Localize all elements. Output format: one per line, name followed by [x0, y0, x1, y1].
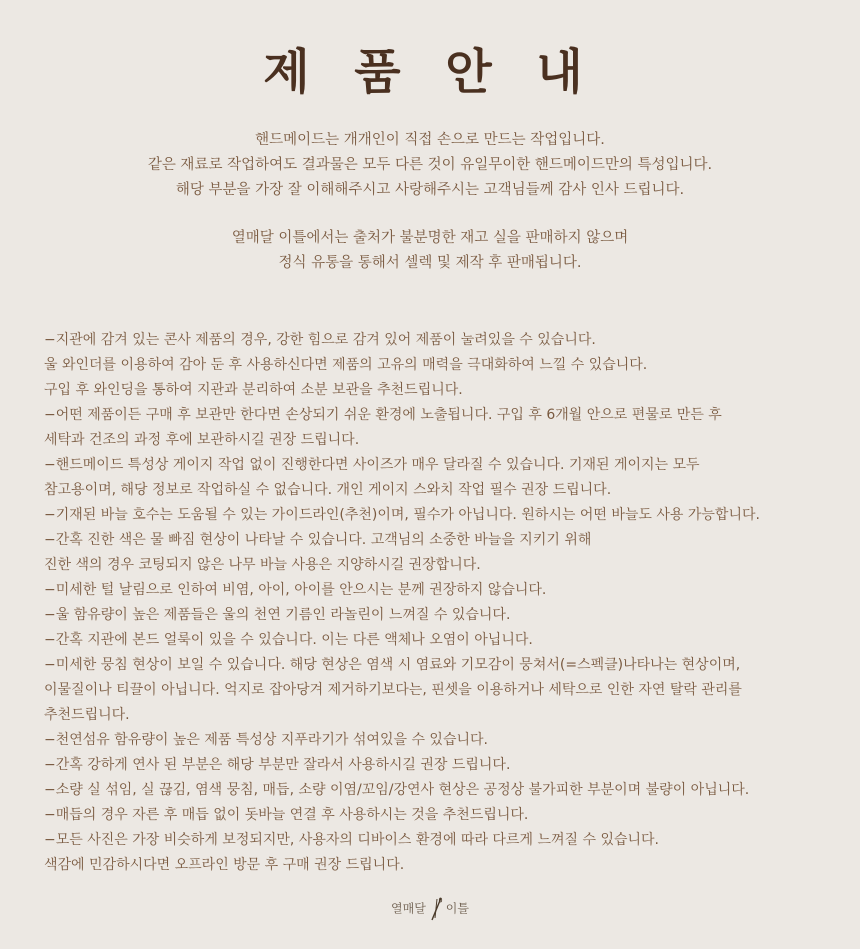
needle-icon	[426, 896, 446, 922]
intro-line: 해당 부분을 가장 잘 이해해주시고 사랑해주시는 고객님들께 감사 인사 드립니다.	[175, 182, 685, 198]
note-line: −매듭의 경우 자른 후 매듭 없이 돗바늘 연결 후 사용하시는 것을 추천드립니다.	[44, 807, 529, 823]
note-line: −핸드메이드 특성상 게이지 작업 없이 진행한다면 사이즈가 매우 달라질 수 있습니다. 기재된 게이지는 모두	[44, 457, 700, 473]
note-line: −미세한 털 날림으로 인하여 비염, 아이, 아이를 안으시는 분께 권장하지 않습니다.	[44, 582, 547, 598]
brand-logo	[0, 896, 860, 922]
note-line: 추천드립니다.	[44, 707, 130, 723]
intro-line: 핸드메이드는 개개인이 직접 손으로 만드는 작업입니다.	[255, 132, 605, 148]
intro-line: 열매달 이틀에서는 출처가 불분명한 재고 실을 판매하지 않으며	[231, 230, 629, 246]
note-line: −기재된 바늘 호수는 도움될 수 있는 가이드라인(추천)이며, 필수가 아닙니다. 원하시는 어떤 바늘도 사용 가능합니다.	[44, 507, 760, 523]
note-line: −미세한 뭉침 현상이 보일 수 있습니다. 해당 현상은 염색 시 염료와 기모감이 뭉쳐서(=스펙클)나타나는 현상이며,	[44, 657, 741, 673]
note-line: −울 함유량이 높은 제품들은 울의 천연 기름인 라놀린이 느껴질 수 있습니다.	[44, 607, 511, 623]
intro-section	[0, 128, 860, 276]
paragraph-gap	[0, 203, 860, 226]
note-line: 색감에 민감하시다면 오프라인 방문 후 구매 권장 드립니다.	[44, 857, 405, 873]
intro-line: 정식 유통을 통해서 셀렉 및 제작 후 판매됩니다.	[278, 255, 582, 271]
note-line: −소량 실 섞임, 실 끊김, 염색 뭉침, 매듭, 소량 이염/꼬임/강연사 현상은 공정상 불가피한 부분이며 불량이 아닙니다.	[44, 782, 750, 798]
note-line: 참고용이며, 해당 정보로 작업하실 수 없습니다. 개인 게이지 스와치 작업 필수 권장 드립니다.	[44, 482, 612, 498]
note-line: 이물질이나 티끌이 아닙니다. 억지로 잡아당겨 제거하기보다는, 핀셋을 이용하거나 세탁으로 인한 자연 탈락 관리를	[44, 682, 742, 698]
note-line: 구입 후 와인딩을 통하여 지관과 분리하여 소분 보관을 추천드립니다.	[44, 382, 463, 398]
note-line: 울 와인더를 이용하여 감아 둔 후 사용하신다면 제품의 고유의 매력을 극대화하여 느낄 수 있습니다.	[44, 357, 648, 373]
note-line: −간혹 강하게 연사 된 부분은 해당 부분만 잘라서 사용하시길 권장 드립니다.	[44, 757, 511, 773]
note-line: −천연섬유 함유량이 높은 제품 특성상 지푸라기가 섞여있을 수 있습니다.	[44, 732, 488, 748]
logo-text-left: 열매달	[391, 901, 426, 916]
note-line: −지관에 감겨 있는 콘사 제품의 경우, 강한 힘으로 감겨 있어 제품이 눌려있을 수 있습니다.	[44, 332, 596, 348]
note-line: 세탁과 건조의 과정 후에 보관하시길 권장 드립니다.	[44, 432, 360, 448]
logo-text-right: 이틀	[445, 901, 469, 916]
page-title: 제 품 안 내	[263, 44, 597, 100]
note-line: 진한 색의 경우 코팅되지 않은 나무 바늘 사용은 지양하시길 권장합니다.	[44, 557, 481, 573]
note-line: −간혹 진한 색은 물 빠짐 현상이 나타날 수 있습니다. 고객님의 소중한 바늘을 지키기 위해	[44, 532, 592, 548]
note-line: −모든 사진은 가장 비슷하게 보정되지만, 사용자의 디바이스 환경에 따라 다르게 느껴질 수 있습니다.	[44, 832, 659, 848]
note-line: −간혹 지관에 본드 얼룩이 있을 수 있습니다. 이는 다른 액체나 오염이 아닙니다.	[44, 632, 533, 648]
note-line: −어떤 제품이든 구매 후 보관만 한다면 손상되기 쉬운 환경에 노출됩니다. 구입 후 6개월 안으로 편물로 만든 후	[44, 407, 722, 423]
notes-list	[44, 328, 844, 878]
intro-line: 같은 재료로 작업하여도 결과물은 모두 다른 것이 유일무이한 핸드메이드만의 특성입니다.	[147, 157, 713, 173]
